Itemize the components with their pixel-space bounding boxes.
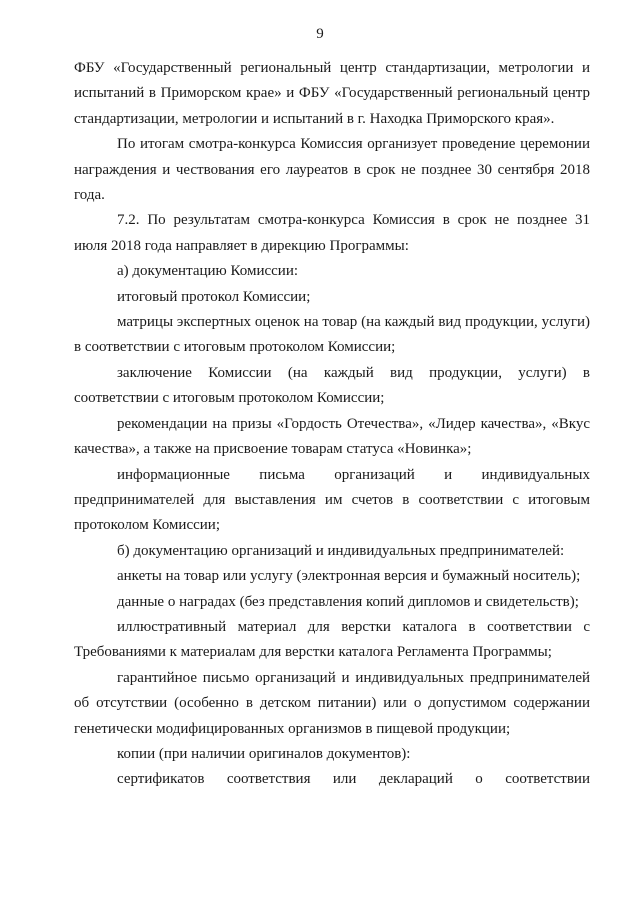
page-number: 9 (316, 26, 324, 42)
paragraph-11: анкеты на товар или услугу (электронная версия и бумажный носитель); (117, 568, 581, 585)
paragraph-9: информационные письма организаций и индивидуальных предпринимателей для выставления им счетов в соответствии с итоговым протоколом Комиссии; (74, 466, 590, 534)
paragraph-15: копии (при наличии оригиналов документов): (117, 745, 411, 762)
paragraph-10: б) документацию организаций и индивидуальных предпринимателей: (117, 542, 565, 559)
paragraph-5: итоговый протокол Комиссии; (117, 288, 311, 305)
paragraph-7: заключение Комиссии (на каждый вид продукции, услуги) в соответствии с итоговым протоколом Комиссии; (74, 364, 590, 407)
paragraph-6: матрицы экспертных оценок на товар (на каждый вид продукции, услуги) в соответствии с итоговым протоколом Комиссии; (74, 314, 590, 356)
paragraph-13: иллюстративный материал для верстки каталога в соответствии с Требованиями к материалам для верстки каталога Регламента Программы; (74, 618, 590, 661)
paragraph-8: рекомендации на призы «Гордость Отечества», «Лидер качества», «Вкус качества», а также на присвоение товарам статуса «Новинка»; (74, 415, 590, 458)
paragraph-16: сертификатов соответствия или деклараций о соответствии (117, 771, 590, 788)
paragraph-1: ФБУ «Государственный региональный центр стандартизации, метрологии и испытаний в Приморском крае» и ФБУ «Государственный региональный центр стандартизации, метрологии и испытаний в г. Находка Приморского края». (74, 60, 590, 127)
paragraph-2: По итогам смотра-конкурса Комиссия организует проведение церемонии награждения и чествования его лауреатов в срок не позднее 30 сентября 2018 года. (74, 136, 590, 204)
document-body (74, 56, 590, 793)
paragraph-12: данные о наградах (без представления копий дипломов и свидетельств); (117, 593, 579, 610)
paragraph-4: а) документацию Комиссии: (117, 263, 299, 280)
paragraph-14: гарантийное письмо организаций и индивидуальных предпринимателей об отсутствии (особенно в детском питании) или о допустимом содержании генетически модифицированных организмов в пищевой продукции; (74, 669, 590, 737)
paragraph-3: 7.2. По результатам смотра-конкурса Комиссия в срок не позднее 31 июля 2018 года направляет в дирекцию Программы: (74, 212, 590, 254)
